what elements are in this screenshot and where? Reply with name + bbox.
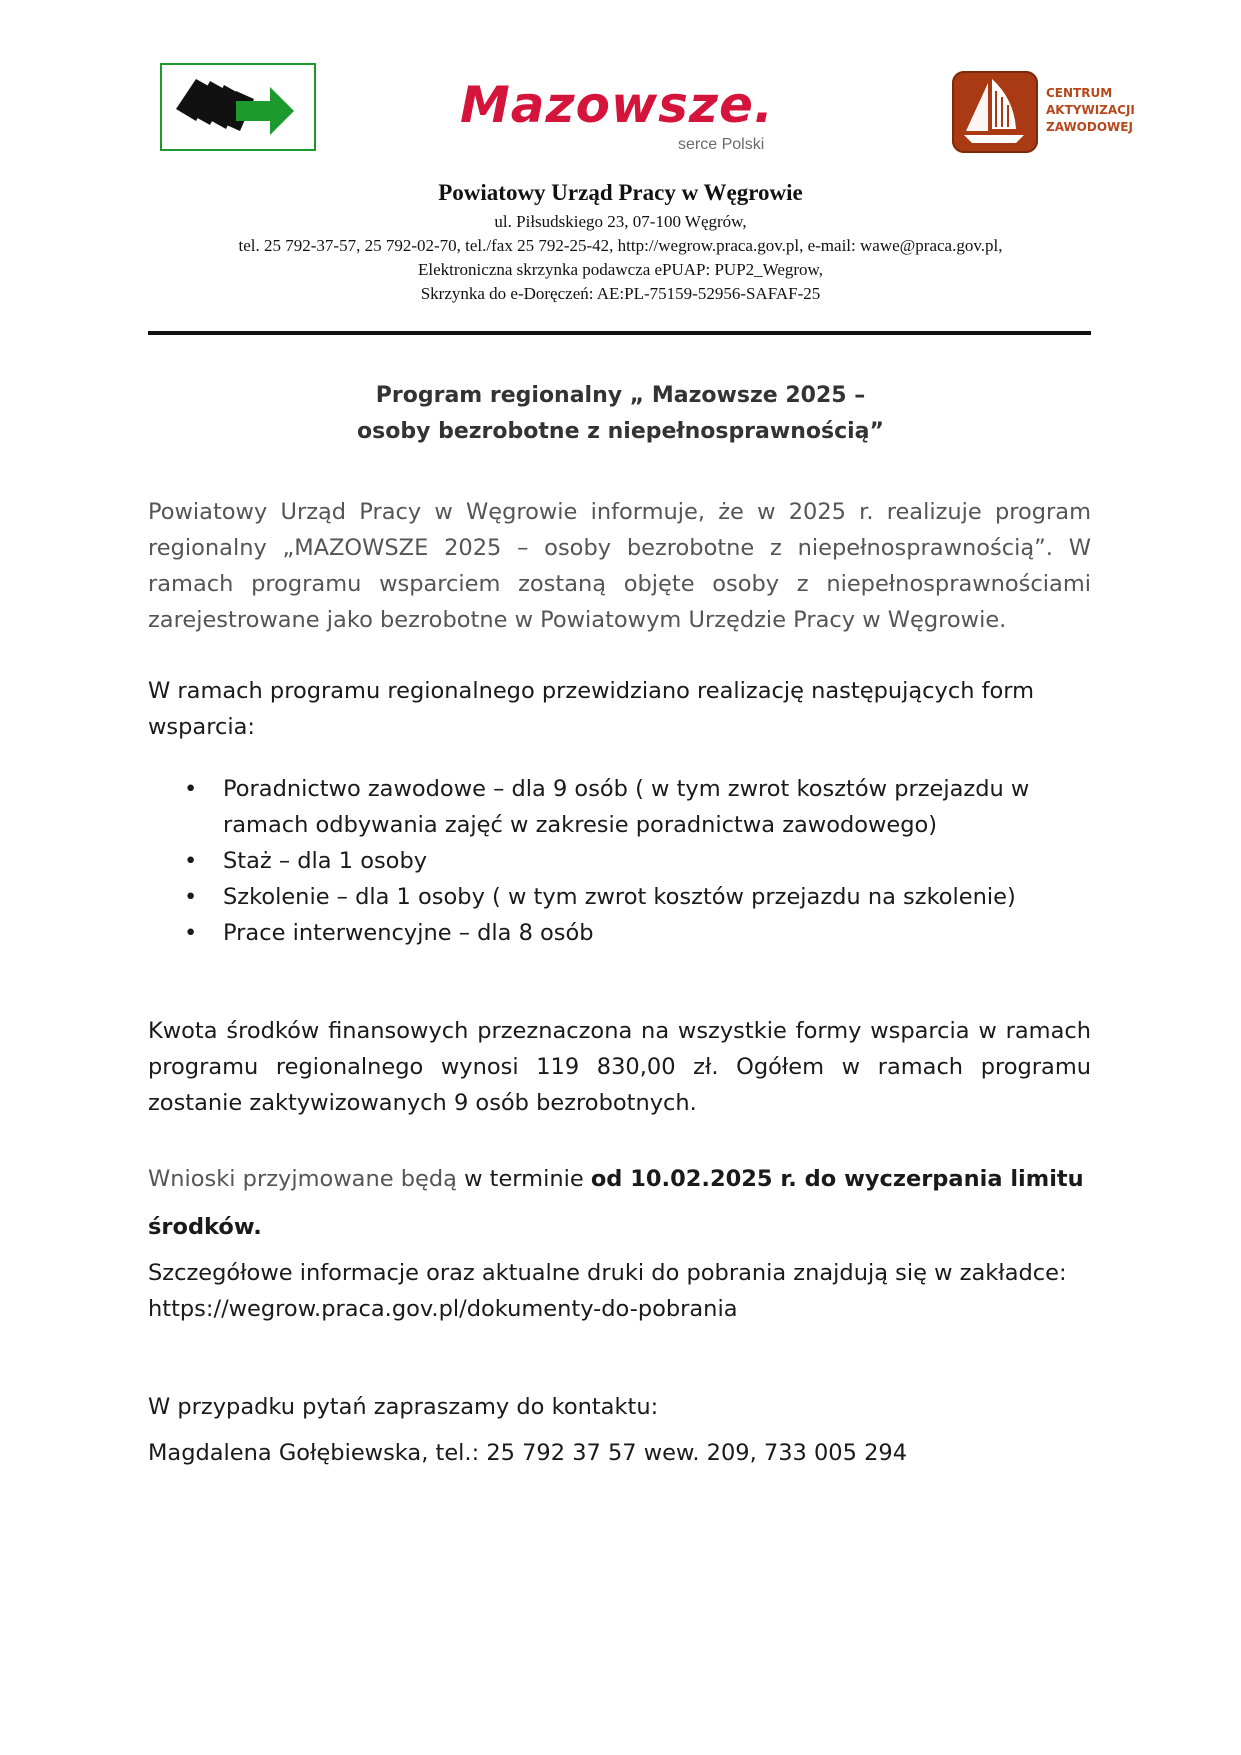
intro-paragraph: Powiatowy Urząd Pracy w Węgrowie informuje, że w 2025 r. realizuje program regionalny „MAZOWSZE 2025 – osoby bezrobotne z niepełnosprawnością”. W ramach programu wsparciem zostaną objęte osoby z niepełnosprawnościami zarejestrowane jako bezrobotne w Powiatowym Urzędzie Pracy w Węgrowie. bbox=[148, 499, 1091, 633]
cards-arrow-icon bbox=[162, 65, 314, 149]
details-text: Szczegółowe informacje oraz aktualne druki do pobrania znajdują się w zakładce: bbox=[148, 1260, 1067, 1286]
document-title-line-2: osoby bezrobotne z niepełnosprawnością” bbox=[357, 419, 884, 444]
applications-paragraph bbox=[148, 1155, 1091, 1251]
cav-logo bbox=[952, 71, 1142, 155]
details-link[interactable]: https://wegrow.praca.gov.pl/dokumenty-do-pobrania bbox=[148, 1296, 738, 1322]
contact-person: Magdalena Gołębiewska, tel.: 25 792 37 57 wew. 209, 733 005 294 bbox=[148, 1440, 908, 1466]
cav-line-2: AKTYWIZACJI bbox=[1046, 103, 1135, 117]
list-item: • Szkolenie – dla 1 osoby ( w tym zwrot kosztów przejazdu na szkolenie) bbox=[148, 879, 1091, 915]
contact-invite: W przypadku pytań zapraszamy do kontaktu: bbox=[148, 1394, 659, 1420]
cav-line-1: CENTRUM bbox=[1046, 86, 1113, 100]
applications-prefix-grey: Wnioski przyjmowane będą bbox=[148, 1166, 457, 1192]
list-item: • Prace interwencyjne – dla 8 osób bbox=[148, 915, 1091, 951]
applications-prefix: w terminie bbox=[456, 1166, 591, 1192]
support-forms-list bbox=[148, 771, 1091, 951]
institution-contact: tel. 25 792-37-57, 25 792-02-70, tel./fax 25 792-25-42, http://wegrow.praca.gov.pl, e-mail: wawe@praca.gov.pl, bbox=[238, 236, 1003, 255]
header-divider bbox=[148, 331, 1091, 335]
document-title-line-1: Program regionalny „ Mazowsze 2025 – bbox=[375, 383, 866, 408]
institution-edoreczenia: Skrzynka do e-Doręczeń: AE:PL-75159-52956-SAFAF-25 bbox=[420, 284, 821, 303]
details-paragraph bbox=[148, 1255, 1091, 1327]
mazowsze-tagline: serce Polski bbox=[678, 136, 765, 153]
pup-logo bbox=[160, 63, 316, 151]
mazowsze-logo bbox=[460, 76, 800, 160]
list-item: • Poradnictwo zawodowe – dla 9 osób ( w tym zwrot kosztów przejazdu w ramach odbywania zajęć w zakresie poradnictwa zawodowego) bbox=[148, 771, 1091, 843]
institution-epuap: Elektroniczna skrzynka podawcza ePUAP: PUP2_Wegrow, bbox=[418, 260, 823, 279]
cav-badge bbox=[952, 71, 1038, 153]
mazowsze-wordmark: Mazowsze. bbox=[460, 76, 774, 134]
funding-paragraph: Kwota środków finansowych przeznaczona na wszystkie formy wsparcia w ramach programu regionalnego wynosi 119 830,00 zł. Ogółem w ramach programu zostanie zaktywizowanych 9 osób bezrobotnych. bbox=[148, 1018, 1091, 1116]
institution-address: ul. Piłsudskiego 23, 07-100 Węgrów, bbox=[494, 212, 747, 231]
support-forms-intro: W ramach programu regionalnego przewidziano realizację następujących form wsparcia: bbox=[148, 678, 1035, 740]
list-item: • Staż – dla 1 osoby bbox=[148, 843, 1091, 879]
cav-line-3: ZAWODOWEJ bbox=[1046, 120, 1133, 134]
institution-name: Powiatowy Urząd Pracy w Węgrowie bbox=[438, 180, 803, 205]
applications-deadline: od 10.02.2025 r. do wyczerpania limitu środków. bbox=[148, 1166, 1084, 1240]
cav-name bbox=[1046, 85, 1135, 136]
sailboat-icon bbox=[952, 71, 1038, 153]
